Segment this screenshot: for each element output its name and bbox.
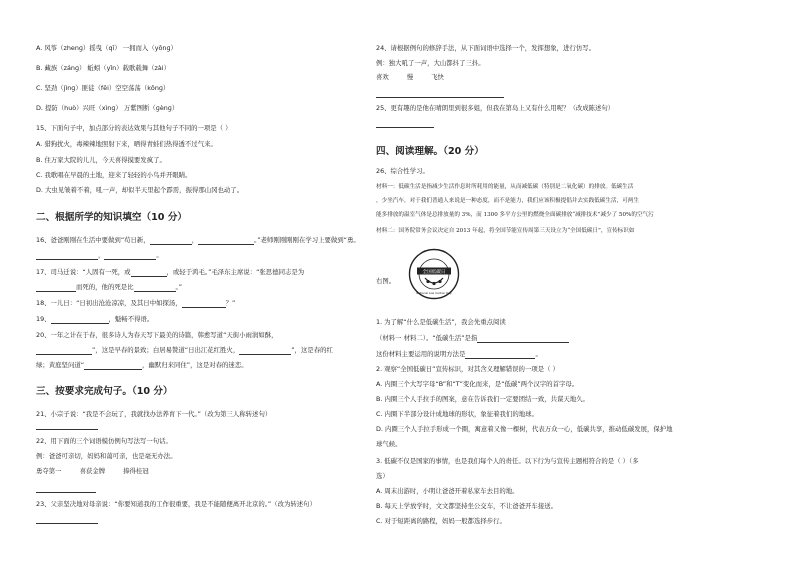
- question-18: 18、一儿曰：“日初出沧沧凉凉，及其日中如探汤， ？”: [36, 299, 236, 307]
- r2-option-d-cont: 球气候。: [376, 440, 402, 448]
- reading-q3: 3. 低碳不仅是国家的事情，也是我们每个人的责任。以下行为与宣传主题相符合的是（ ）（多: [376, 457, 639, 465]
- q24-word: 喜欢: [376, 73, 389, 81]
- q23-answer-line[interactable]: [36, 522, 98, 524]
- section-2-heading: 二、根据所学的知识填空（10 分）: [36, 212, 188, 223]
- q22-word: 勇夺第一: [36, 467, 62, 475]
- option-a: A. 风筝（zhenɡ）摇曳（qī） 一拥而入（yōnɡ）: [36, 44, 177, 52]
- material-2: 材料二：国务院常务会议决定自 2013 年起，将全国节能宣传周第三天设立为“全国低碳日”，宣传标识如: [376, 228, 635, 234]
- q20-blank-2[interactable]: [239, 347, 291, 355]
- q16-blank-4[interactable]: [104, 252, 156, 260]
- r3-select-note: 选）: [376, 472, 389, 480]
- q17-line-2: 而死的，他的死是比 。”: [36, 283, 182, 292]
- q15-option-a: A. 猎狗扰火，毒辣辣地照射下来，晒得青蛙们热得透不过气来。: [36, 140, 217, 148]
- option-b: B. 藏族（zánɡ） 蚯蚓（yǐn）载歌载舞（zài）: [36, 64, 170, 72]
- q17-blank-2[interactable]: [36, 284, 76, 292]
- r3-option-a: A. 周末出游时，小明让爸爸开着私家车去目的地。: [376, 487, 519, 495]
- q19-blank[interactable]: [51, 316, 109, 324]
- q20-blank-3[interactable]: [84, 362, 142, 370]
- r2-option-c: C. 内圈下半部分设计成地球的形状，象征着我们的地球。: [376, 410, 538, 418]
- r2-option-b: B. 内圈三个人手拉手的图案，意在告诉我们一定要团结一致，共谋天地久。: [376, 395, 589, 403]
- q16-blank-2[interactable]: [198, 237, 254, 245]
- material-1-line-1: 材料一：低碳生活是指减少生活作息时所耗用的能量，从而减低碳（特别是二氧化碳）的排放。低碳生活: [376, 184, 634, 190]
- r2-option-d: D. 内圈三个人手拉手形成一个圈，寓意着又像一棵树，代表万众一心，低碳共享，推动低碳发展，保护地: [376, 425, 673, 433]
- r1-blank-2[interactable]: [465, 351, 535, 359]
- q24-answer-line[interactable]: [376, 96, 504, 98]
- low-carbon-day-logo: [408, 248, 460, 300]
- q22-example: 例：爸爸可亲切，妈妈和蔼可亲，也是毫无办法。: [36, 452, 177, 460]
- question-15: 15、下面句子中，加点部分的表达效果与其他句子不同的一项是（ ）: [36, 124, 232, 132]
- logo-title: 全国低碳日: [422, 270, 446, 275]
- question-26: 26、综合性学习。: [376, 167, 429, 175]
- q17-blank-3[interactable]: [134, 284, 176, 292]
- question-17: 17、司马迁说：“人固有一死，或 ，或轻于鸿毛。”毛泽东主席说：“张思德同志是为: [36, 268, 305, 276]
- material-1-line-3: 能多排放的温室气体是总排放量的 3%，而 1300 多平方公里的燃烧全面碳排放“减排技术”减少了 50%的空气污: [376, 212, 654, 218]
- q22-word-list: [36, 467, 167, 476]
- q16-line-2: ， 。: [36, 251, 163, 260]
- section-3-heading: 三、按要求完成句子。（10 分）: [36, 386, 173, 397]
- q17-blank-1[interactable]: [131, 269, 167, 277]
- q25-answer-line[interactable]: [376, 126, 434, 128]
- q16-blank-3[interactable]: [36, 252, 98, 260]
- question-20: 20、一年之计在于春，很多诗人为春天写下最美的诗篇，韩愈写道“天街小雨润如酥，: [36, 331, 278, 339]
- q24-word: 慢: [406, 73, 414, 81]
- logo-subtitle: National Low Carbon Day: [416, 291, 452, 295]
- material-2-end: 右图。: [376, 277, 396, 285]
- reading-q2: 2. 观察“全国低碳日”宣传标识，对其含义理解错误的一项是（ ）: [376, 365, 559, 373]
- q20-line-3: 绿；黄庭坚问道“ ，幽默归来同住”，这是对春的迷恋。: [36, 361, 248, 369]
- r2-option-a: A. 内圈三个大写字母“B”和“T”变化而来，是“低碳”两个汉字的首字母。: [376, 380, 579, 388]
- q22-word: 喜获金牌: [79, 467, 106, 475]
- question-22: 22、用下面的三个词语模仿例句写法写一句话。: [36, 437, 172, 445]
- r3-option-c: C. 对于短距离的路程，妈妈一般都选择步行。: [376, 517, 506, 525]
- reading-q1-line-3: 这份材料主要运用的说明方法是 。: [376, 350, 542, 358]
- option-c: C. 坚劲（jìnɡ）匪徒（fěi）空空荡荡（kōnɡ）: [36, 84, 170, 92]
- question-24: 24、请根据例句的修辞手法，从下面词语中选择一个，发挥想象，进行仿写。: [376, 44, 596, 52]
- q20-blank-1[interactable]: [36, 347, 92, 355]
- section-4-heading: 四、阅读理解。（20 分）: [376, 146, 484, 157]
- q18-blank[interactable]: [182, 300, 226, 308]
- question-19: 19、 ，魁畅不得语。: [36, 315, 154, 323]
- question-25: 25、更有趣的是他在晴朗里到很多姐，但我在第岛上又有什么用呢？（改成陈述句）: [376, 104, 615, 112]
- question-21: 21、小宗子说：“我是不会玩了，我就找办法养育下一代。”（改为第三人称转述句）: [36, 410, 272, 418]
- q20-line-2: ”，这是早春的景致；白居易赞道“日出江花红胜火， ”，这是春的红: [36, 346, 333, 355]
- q16-blank-1[interactable]: [150, 237, 192, 245]
- q21-answer-line[interactable]: [36, 428, 98, 430]
- question-16: 16、爸爸刚刚在生活中要做到“苟日新， ， 。”老师刚刚刚刚在学习上要做到“勇。: [36, 236, 360, 244]
- r1-blank-1[interactable]: [477, 335, 569, 343]
- reading-q1-line-2: （材料一 材料二）。“低碳生活”是指: [376, 334, 569, 343]
- q15-option-d: D. 大虫见皱着不着，吼一声，却似半天里起个霹雳，振得那山冈也动了。: [36, 186, 244, 194]
- q24-word: 飞快: [431, 73, 444, 81]
- q22-word: 捧得桂冠: [123, 467, 149, 475]
- reading-q1: 1. 为了解“什么是低碳生活”，我会先重点阅读: [376, 318, 506, 326]
- q24-word-list: [376, 73, 462, 82]
- q22-answer-line[interactable]: [36, 491, 96, 493]
- option-d: D. 提防（huò）兴旺（xìnɡ） 万紫图断（ɡènɡ）: [36, 104, 179, 112]
- r3-option-b: B. 每天上学放学时，文文都坚持坐公交车，不让爸爸开车接送。: [376, 502, 557, 510]
- q15-option-c: C. 我歌唱在早晨的土地，迎来了轻轻的小鸟并开眼睛。: [36, 171, 192, 179]
- q15-option-b: B. 住万家大院的儿儿，今天喜得摸要发疯了。: [36, 156, 166, 164]
- question-23: 23、父亲坚决地对母亲说：“你要知道我的工作很重要，我是不能随便离开北京的。”（改为转述句）: [36, 500, 316, 508]
- q24-example: 例：独大吼了一声，大山都抖了三抖。: [376, 59, 485, 67]
- material-1-line-2: ，少坐汽车，对于我们普通人来说是一种态度，而不是能力，我们应该积极提倡并去实践低碳生活，可两生: [376, 198, 639, 204]
